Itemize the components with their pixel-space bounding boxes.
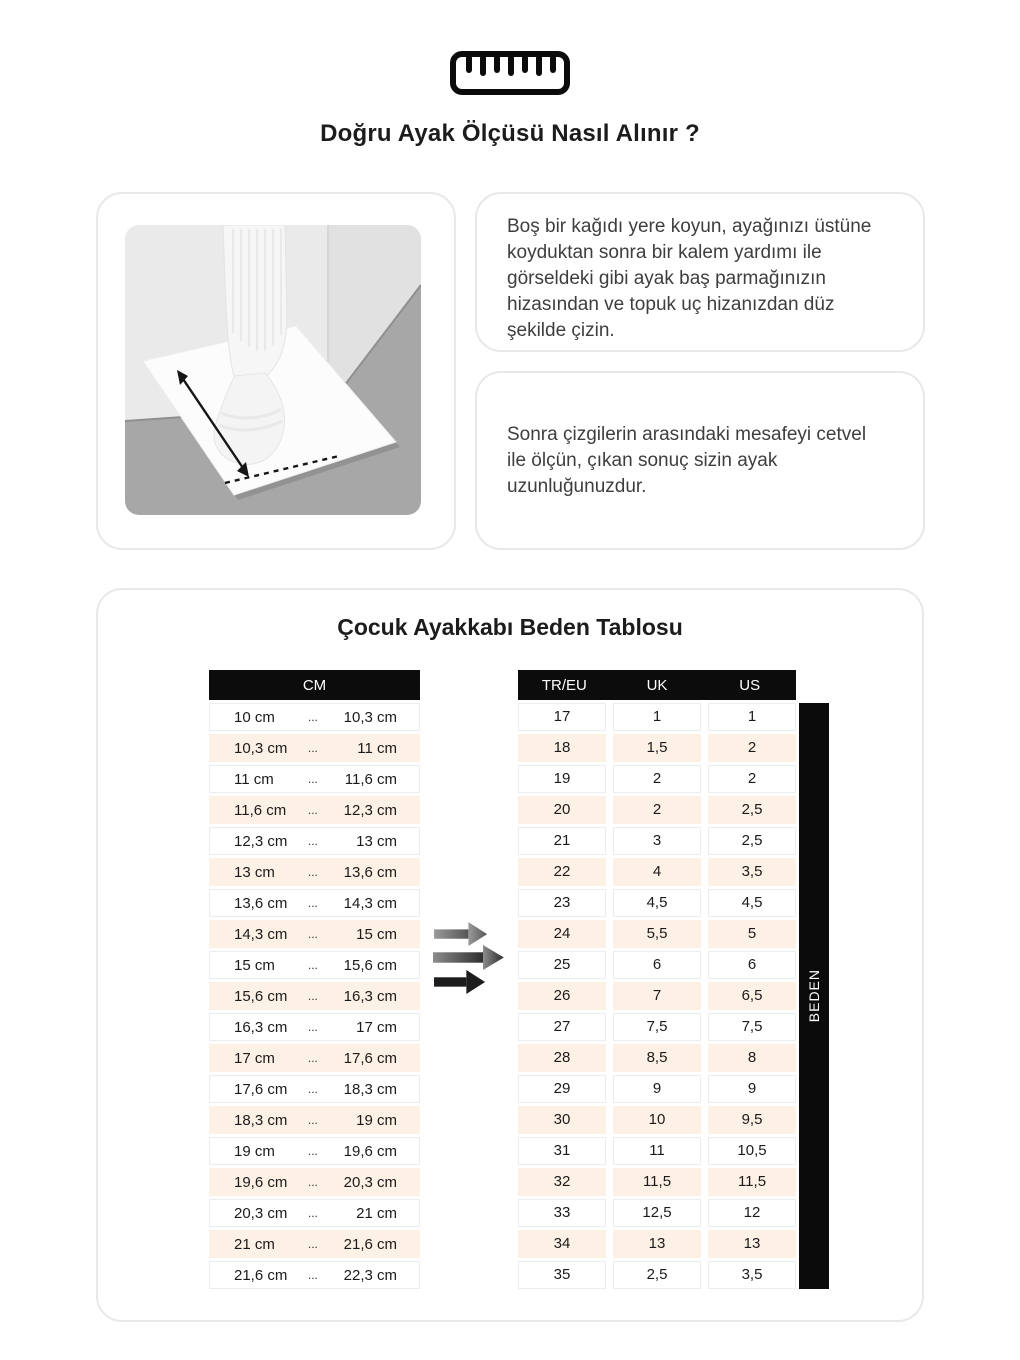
tr-eu-value: 25 bbox=[518, 951, 606, 979]
beden-bar bbox=[799, 703, 829, 1289]
table-row bbox=[209, 827, 420, 855]
instruction-text-2: Sonra çizgilerin arasındaki mesafeyi cetvel ile ölçün, çıkan sonuç sizin ayak uzunluğunuzdur. bbox=[507, 423, 867, 497]
cm-from-value: 15 cm bbox=[234, 956, 275, 974]
us-value: 7,5 bbox=[708, 1013, 796, 1041]
uk-value: 1,5 bbox=[613, 734, 701, 762]
us-value: 9 bbox=[708, 1075, 796, 1103]
range-dots: ... bbox=[307, 710, 318, 724]
tr-eu-value: 28 bbox=[518, 1044, 606, 1072]
us-value: 4,5 bbox=[708, 889, 796, 917]
uk-value: 2,5 bbox=[613, 1261, 701, 1289]
cm-to-value: 10,3 cm bbox=[343, 708, 397, 726]
cm-from-value: 11,6 cm bbox=[234, 801, 287, 819]
table-row bbox=[518, 1075, 796, 1103]
uk-value: 7,5 bbox=[613, 1013, 701, 1041]
table-row bbox=[518, 1168, 796, 1196]
table-row bbox=[518, 734, 796, 762]
cm-to-value: 12,3 cm bbox=[343, 801, 397, 819]
us-value: 3,5 bbox=[708, 858, 796, 886]
range-dots: ... bbox=[307, 1051, 318, 1065]
uk-value: 11 bbox=[613, 1137, 701, 1165]
cm-to-value: 15,6 cm bbox=[343, 956, 397, 974]
cm-to-value: 19 cm bbox=[356, 1111, 397, 1129]
range-dots: ... bbox=[307, 927, 318, 941]
size-table-title: Çocuk Ayakkabı Beden Tablosu bbox=[337, 614, 683, 640]
header-us: US bbox=[739, 676, 761, 694]
range-dots: ... bbox=[307, 989, 318, 1003]
table-row bbox=[209, 889, 420, 917]
cm-table-body bbox=[209, 703, 420, 1289]
beden-label: BEDEN bbox=[806, 969, 822, 1023]
instruction-card-2 bbox=[475, 371, 925, 550]
ruler-icon bbox=[450, 50, 570, 96]
cm-to-value: 14,3 cm bbox=[343, 894, 397, 912]
table-row bbox=[518, 827, 796, 855]
cm-to-value: 18,3 cm bbox=[343, 1080, 397, 1098]
cm-table-header bbox=[209, 670, 420, 700]
table-row bbox=[518, 1137, 796, 1165]
cm-from-value: 18,3 cm bbox=[234, 1111, 288, 1129]
foot-photo-card bbox=[96, 192, 456, 550]
us-value: 6 bbox=[708, 951, 796, 979]
cm-from-value: 11 cm bbox=[234, 770, 274, 788]
us-value: 10,5 bbox=[708, 1137, 796, 1165]
tr-eu-value: 19 bbox=[518, 765, 606, 793]
table-row bbox=[518, 1199, 796, 1227]
cm-to-value: 19,6 cm bbox=[343, 1142, 397, 1160]
table-row bbox=[518, 982, 796, 1010]
instruction-text-1: Boş bir kağıdı yere koyun, ayağınızı üstüne koyduktan sonra bir kalem yardımı ile görseldeki gibi ayak baş parmağınızın hizasından ve topuk uç hizanızdan düz şekilde çizin. bbox=[507, 216, 872, 341]
range-dots: ... bbox=[307, 1082, 318, 1096]
cm-from-value: 19 cm bbox=[234, 1142, 275, 1160]
range-dots: ... bbox=[307, 1144, 318, 1158]
table-row bbox=[209, 1199, 420, 1227]
us-value: 6,5 bbox=[708, 982, 796, 1010]
cm-to-value: 17,6 cm bbox=[343, 1049, 397, 1067]
us-value: 9,5 bbox=[708, 1106, 796, 1134]
table-row bbox=[518, 765, 796, 793]
us-value: 2 bbox=[708, 734, 796, 762]
tr-eu-value: 21 bbox=[518, 827, 606, 855]
cm-to-value: 13,6 cm bbox=[343, 863, 397, 881]
uk-value: 7 bbox=[613, 982, 701, 1010]
cm-to-value: 21 cm bbox=[356, 1204, 397, 1222]
table-row bbox=[518, 1106, 796, 1134]
table-row bbox=[518, 1044, 796, 1072]
tr-eu-value: 29 bbox=[518, 1075, 606, 1103]
cm-from-value: 13,6 cm bbox=[234, 894, 288, 912]
instruction-card-1 bbox=[475, 192, 925, 352]
table-row bbox=[209, 1230, 420, 1258]
us-value: 5 bbox=[708, 920, 796, 948]
range-dots: ... bbox=[307, 772, 318, 786]
cm-from-value: 15,6 cm bbox=[234, 987, 288, 1005]
table-row bbox=[209, 982, 420, 1010]
tr-eu-value: 22 bbox=[518, 858, 606, 886]
cm-from-value: 21 cm bbox=[234, 1235, 275, 1253]
range-dots: ... bbox=[307, 1020, 318, 1034]
range-dots: ... bbox=[307, 1113, 318, 1127]
range-dots: ... bbox=[307, 1268, 318, 1282]
table-row bbox=[209, 1137, 420, 1165]
uk-value: 2 bbox=[613, 796, 701, 824]
table-row bbox=[209, 734, 420, 762]
uk-value: 4,5 bbox=[613, 889, 701, 917]
table-row bbox=[209, 858, 420, 886]
cm-to-value: 15 cm bbox=[356, 925, 397, 943]
uk-value: 6 bbox=[613, 951, 701, 979]
cm-from-value: 10,3 cm bbox=[234, 739, 288, 757]
range-dots: ... bbox=[307, 958, 318, 972]
table-row bbox=[518, 1230, 796, 1258]
cm-to-value: 20,3 cm bbox=[343, 1173, 397, 1191]
transfer-arrows-icon bbox=[433, 920, 508, 995]
table-row bbox=[209, 1168, 420, 1196]
table-row bbox=[209, 1044, 420, 1072]
range-dots: ... bbox=[307, 834, 318, 848]
tr-eu-value: 34 bbox=[518, 1230, 606, 1258]
tr-eu-value: 18 bbox=[518, 734, 606, 762]
uk-value: 4 bbox=[613, 858, 701, 886]
header-tr-eu: TR/EU bbox=[541, 676, 587, 694]
size-table-header bbox=[518, 670, 796, 700]
table-row bbox=[518, 858, 796, 886]
cm-to-value: 11 cm bbox=[357, 739, 397, 757]
international-size-table bbox=[518, 670, 796, 1292]
range-dots: ... bbox=[307, 1206, 318, 1220]
tr-eu-value: 17 bbox=[518, 703, 606, 731]
tr-eu-value: 27 bbox=[518, 1013, 606, 1041]
cm-to-value: 11,6 cm bbox=[344, 770, 397, 788]
table-row bbox=[209, 1013, 420, 1041]
uk-value: 10 bbox=[613, 1106, 701, 1134]
us-value: 12 bbox=[708, 1199, 796, 1227]
table-row bbox=[209, 1075, 420, 1103]
range-dots: ... bbox=[307, 1237, 318, 1251]
range-dots: ... bbox=[307, 865, 318, 879]
cm-header-label: CM bbox=[302, 676, 327, 694]
tr-eu-value: 20 bbox=[518, 796, 606, 824]
uk-value: 2 bbox=[613, 765, 701, 793]
uk-value: 8,5 bbox=[613, 1044, 701, 1072]
cm-from-value: 17,6 cm bbox=[234, 1080, 288, 1098]
cm-from-value: 16,3 cm bbox=[234, 1018, 288, 1036]
us-value: 3,5 bbox=[708, 1261, 796, 1289]
tr-eu-value: 24 bbox=[518, 920, 606, 948]
tr-eu-value: 35 bbox=[518, 1261, 606, 1289]
table-row bbox=[209, 765, 420, 793]
cm-from-value: 19,6 cm bbox=[234, 1173, 288, 1191]
tr-eu-value: 23 bbox=[518, 889, 606, 917]
tr-eu-value: 32 bbox=[518, 1168, 606, 1196]
cm-from-value: 14,3 cm bbox=[234, 925, 288, 943]
page-title: Doğru Ayak Ölçüsü Nasıl Alınır ? bbox=[320, 120, 700, 147]
size-table-body bbox=[518, 703, 796, 1289]
table-row bbox=[209, 951, 420, 979]
table-row bbox=[518, 951, 796, 979]
cm-table bbox=[209, 670, 420, 1292]
uk-value: 12,5 bbox=[613, 1199, 701, 1227]
range-dots: ... bbox=[307, 1175, 318, 1189]
range-dots: ... bbox=[307, 741, 318, 755]
cm-from-value: 21,6 cm bbox=[234, 1266, 288, 1284]
table-row bbox=[209, 1106, 420, 1134]
us-value: 11,5 bbox=[708, 1168, 796, 1196]
tr-eu-value: 31 bbox=[518, 1137, 606, 1165]
uk-value: 11,5 bbox=[613, 1168, 701, 1196]
table-row bbox=[209, 796, 420, 824]
uk-value: 1 bbox=[613, 703, 701, 731]
range-dots: ... bbox=[307, 803, 318, 817]
cm-from-value: 13 cm bbox=[234, 863, 275, 881]
table-row bbox=[209, 703, 420, 731]
cm-to-value: 16,3 cm bbox=[343, 987, 397, 1005]
range-dots: ... bbox=[307, 896, 318, 910]
table-row bbox=[518, 1261, 796, 1289]
uk-value: 9 bbox=[613, 1075, 701, 1103]
uk-value: 13 bbox=[613, 1230, 701, 1258]
table-row bbox=[209, 920, 420, 948]
us-value: 13 bbox=[708, 1230, 796, 1258]
us-value: 2 bbox=[708, 765, 796, 793]
header-uk: UK bbox=[646, 676, 668, 694]
us-value: 2,5 bbox=[708, 827, 796, 855]
cm-from-value: 17 cm bbox=[234, 1049, 275, 1067]
cm-to-value: 21,6 cm bbox=[343, 1235, 397, 1253]
table-row bbox=[209, 1261, 420, 1289]
uk-value: 3 bbox=[613, 827, 701, 855]
tr-eu-value: 33 bbox=[518, 1199, 606, 1227]
tr-eu-value: 30 bbox=[518, 1106, 606, 1134]
tr-eu-value: 26 bbox=[518, 982, 606, 1010]
us-value: 8 bbox=[708, 1044, 796, 1072]
table-row bbox=[518, 796, 796, 824]
foot-measurement-photo bbox=[125, 225, 421, 515]
uk-value: 5,5 bbox=[613, 920, 701, 948]
us-value: 2,5 bbox=[708, 796, 796, 824]
size-table-card bbox=[96, 588, 924, 1322]
cm-to-value: 17 cm bbox=[356, 1018, 397, 1036]
cm-from-value: 20,3 cm bbox=[234, 1204, 288, 1222]
table-row bbox=[518, 889, 796, 917]
table-row bbox=[518, 1013, 796, 1041]
cm-to-value: 13 cm bbox=[356, 832, 397, 850]
cm-from-value: 12,3 cm bbox=[234, 832, 288, 850]
us-value: 1 bbox=[708, 703, 796, 731]
table-row bbox=[518, 703, 796, 731]
cm-from-value: 10 cm bbox=[234, 708, 275, 726]
cm-to-value: 22,3 cm bbox=[343, 1266, 397, 1284]
table-row bbox=[518, 920, 796, 948]
